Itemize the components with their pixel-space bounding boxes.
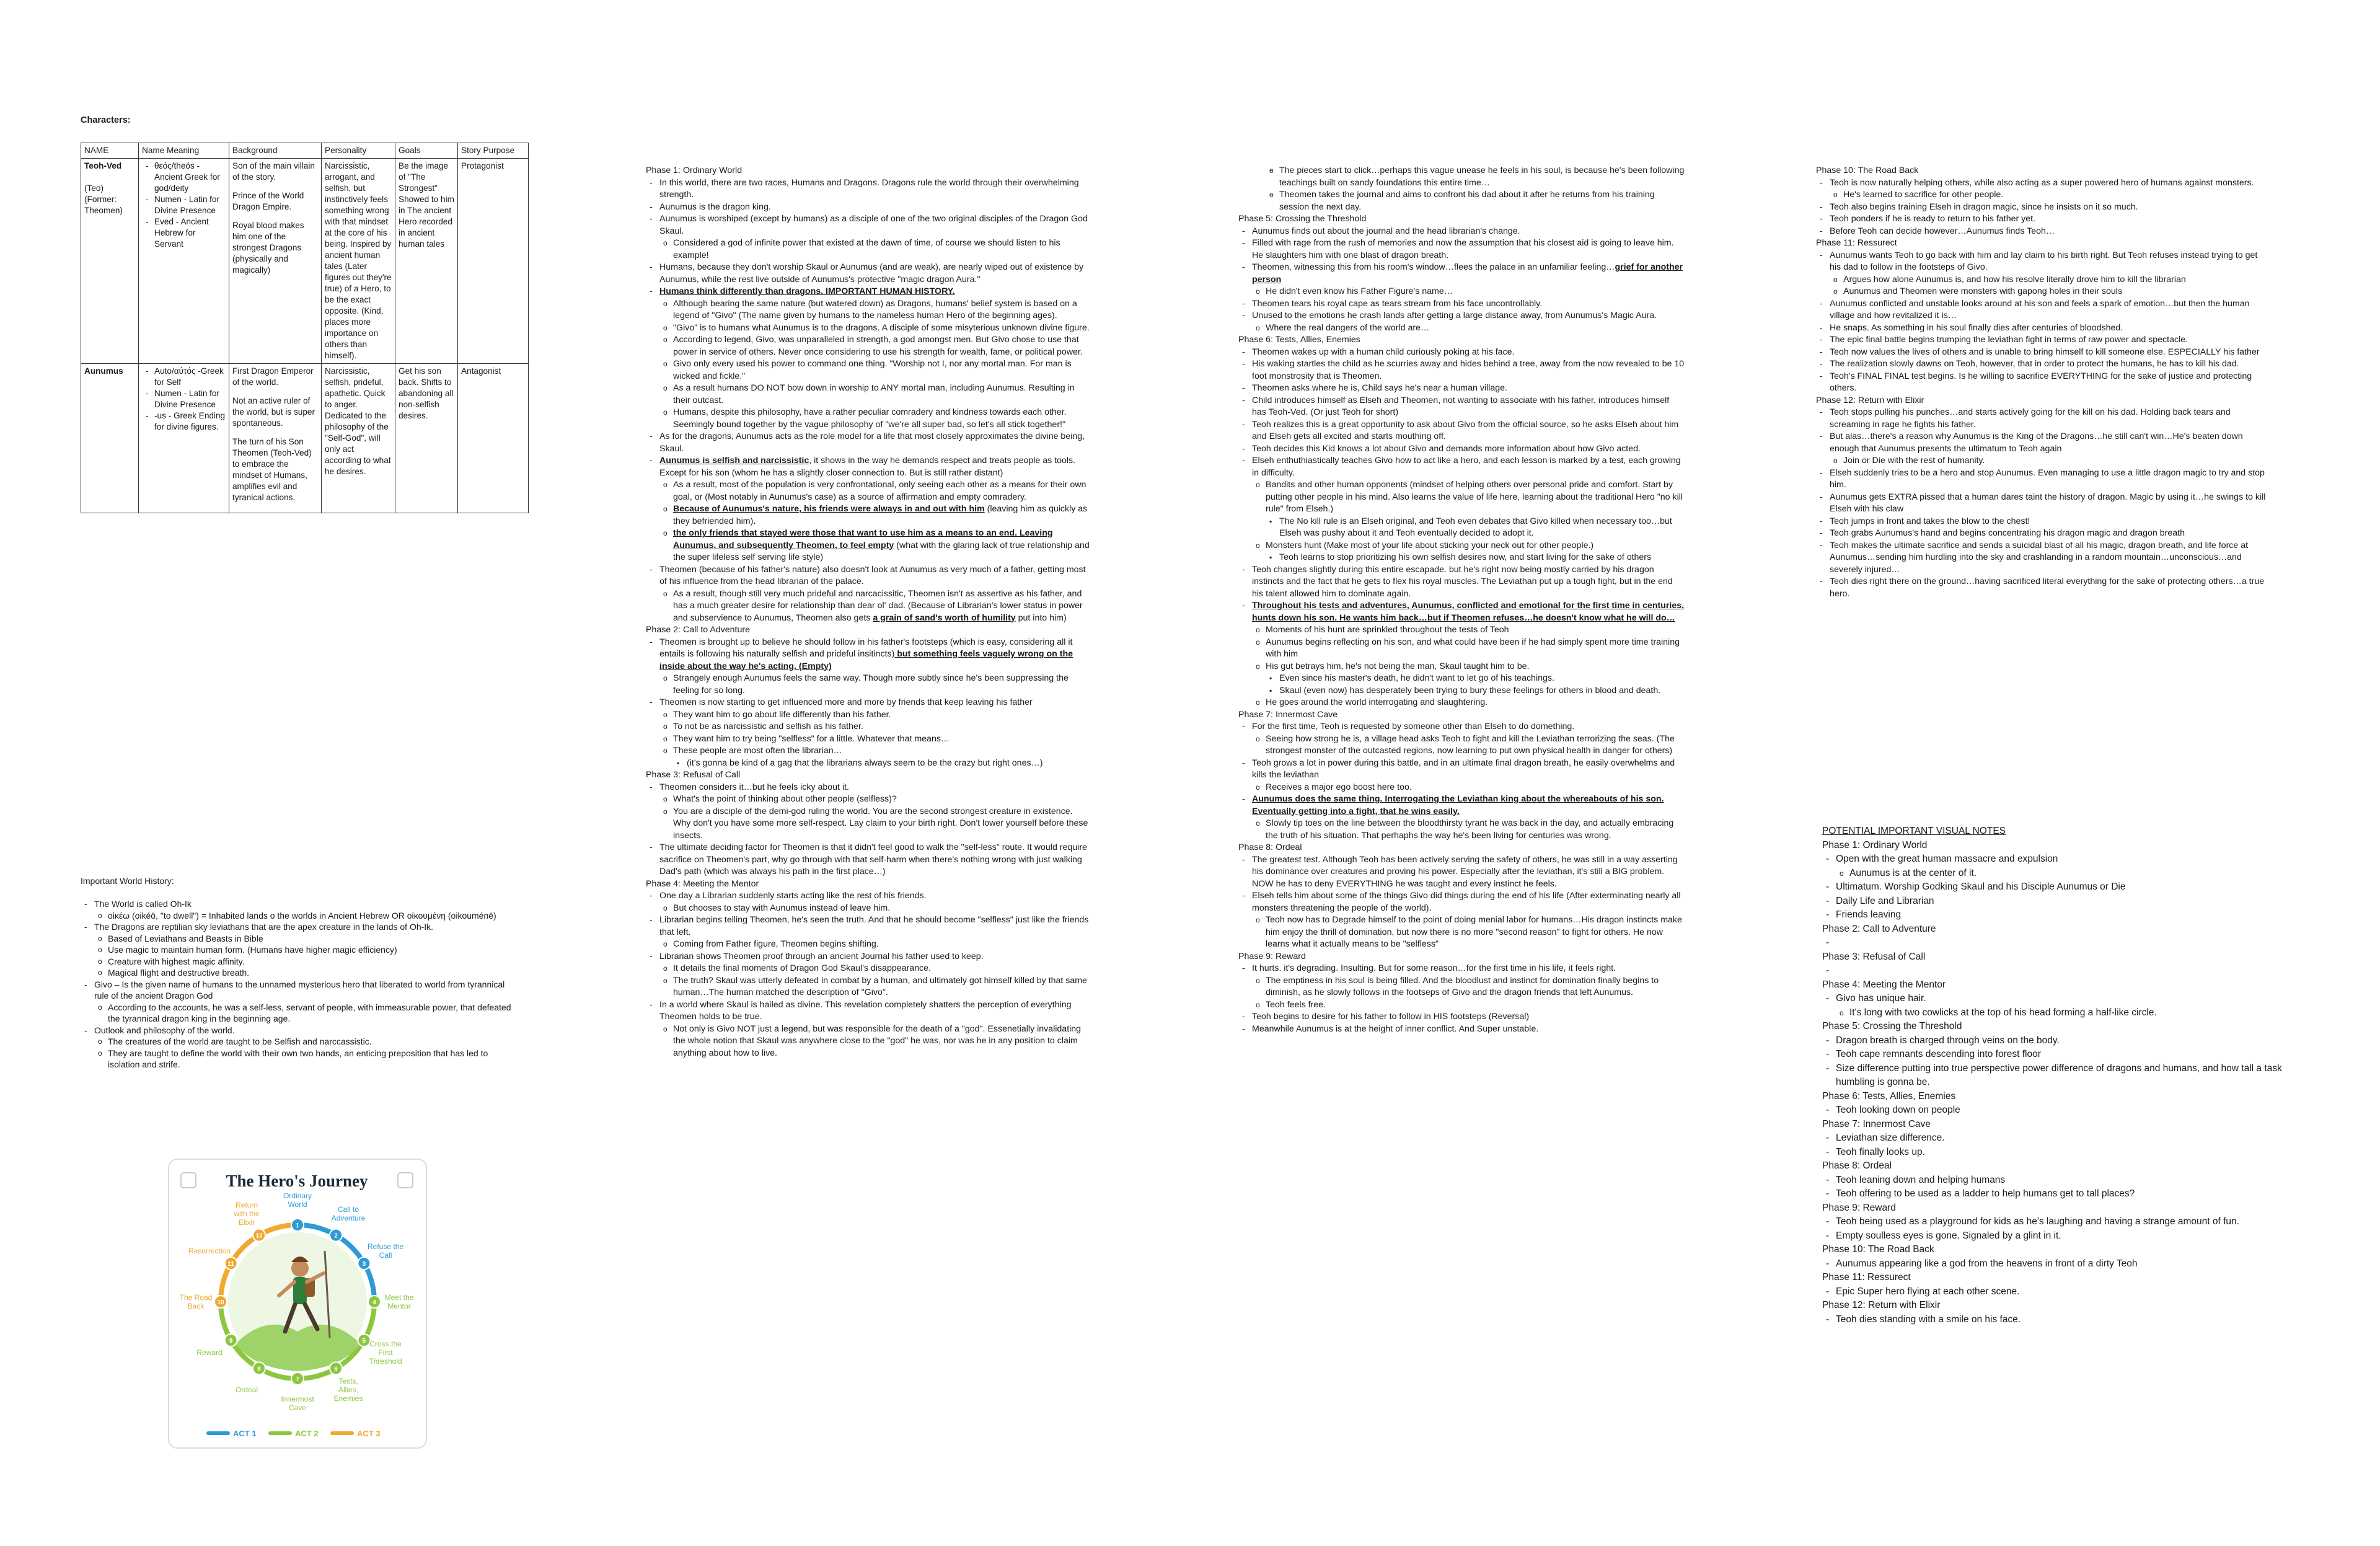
phase-title: Phase 10: The Road Back [1822,1244,1934,1255]
phase-title: Phase 9: Reward [1822,1202,1896,1213]
list-item: - Child introduces himself as Elseh and Theomen, not wanting to associate with his father, introduces himself has Teoh-Ved. (Or just Teoh for short) [1252,395,1685,419]
list-item: o Givo only every used his power to command one thing. "Worship not I, nor any mortal man. For man is wicked and fickle." [673,358,1092,382]
list-item: o Teoh now has to Degrade himself to the point of doing menial labor for humans…His dragon instincts make him enjoy the thrill of domination, but now there is no more "second reason" to fight for others. He now learns what it actually means to be "selfless" [1266,914,1685,951]
header-background: Background [229,143,322,159]
list-item: - Leviathan size difference. [1836,1131,2293,1146]
list-item: - Dragon breath is charged through veins on the body. [1836,1034,2293,1048]
list-item: - In this world, there are two races, Humans and Dragons. Dragons rule the world through their overwhelming strength. [659,177,1092,201]
list-item: o Based of Leviathans and Beasts in Bible [108,933,514,945]
header-personality: Personality [322,143,395,159]
list-item: - Teoh changes slightly during this entire escapade. but he's right now being mostly carried by his dragon instincts and the fact that he gets to flex his royal muscles. The Leviathan put up a tough fight, but in the end his talent allowed him to dominate again. [1252,564,1685,601]
table-row [81,364,529,513]
list-item: - It hurts. it's degrading. Insulting. But for some reason…for the first time in his life, it feels right. o The emptiness in his soul is being filled. And the bloodlust and instinct for domination finally begins to diminish, as he slowly follows in the footseps of Givo and the dragon friends that left Aunumus. o Teoh feels free. [1252,963,1685,1011]
list-item: o Slowly tip toes on the line between the bloodthirsty tyrant he was back in the day, and actually embracing the truth of his situation. That perhaphs the way he's been living for centuries was wrong. [1266,818,1685,842]
stage-number: 11 [227,1261,234,1268]
stage-label: Tests, Allies, Enemies [333,1377,363,1403]
meaning-item: - Auto/αὐτός -Greek for Self [154,366,226,388]
list-item: - Filled with rage from the rush of memories and now the assumption that his closest aid is going to leave him. He slaughters him with one blast of dragon breath. [1252,237,1685,262]
list-item: - Teoh leaning down and helping humans [1836,1173,2293,1188]
stage-number: 6 [334,1366,338,1373]
list-item: - Meanwhile Aunumus is at the height of inner conflict. And Super unstable. [1252,1023,1685,1036]
list-item: - o The pieces start to click…perhaps this vague unease he feels in his soul, is because he's been following teachings built on sandy foundations this entire time… [1279,165,1685,189]
list-item: - Teoh being used as a playground for kids as he's laughing and having a strange amount of fun. [1836,1215,2293,1229]
list-item: - Teoh grows a lot in power during this battle, and in an ultimate final dragon breath, he easily overwhelms and kills the leviathan o Receives a major ego boost here too. [1252,758,1685,794]
phase-title: Phase 4: Meeting the Mentor [1822,979,1946,990]
list-item: - Theomen is now starting to get influenced more and more by friends that keep leaving his father o They want him to go about life differently than his father. o To not be as narcissistic and selfish as his father. o They want him to try being "selfless" for a little. Whatever that means… o These people are most often the librarian… ▪ (it's gonna be kind of a gag that the librarians always seem to be the crazy but right ones…) [659,697,1092,769]
meaning-item: - θεός/theós -Ancient Greek for god/deity [154,161,226,194]
phase-title: Phase 12: Return with Elixir [1822,1300,1941,1310]
list-item: o Join or Die with the rest of humanity. [1843,455,2268,467]
phase-title: Phase 9: Reward [1238,951,1306,961]
stage-label: Innermost Cave [281,1395,314,1412]
list-item: - The epic final battle begins trumping the leviathan fight in terms of raw power and spectacle. [1830,334,2268,347]
character-alias: (Teo) [84,183,104,193]
stage-number: 12 [255,1232,263,1240]
list-item: o His gut betrays him, he's not being the man, Skaul taught him to be. ▪ Even since his master's death, he didn't want to let go of his teachings. ▪ Skaul (even now) has desperately been trying to bury these feelings for others in blood and death. [1266,661,1685,697]
heros-journey-diagram [167,1158,428,1449]
stage-label: Return with the Elixir [234,1200,260,1227]
list-item: - Librarian begins telling Theomen, he's seen the truth. And that he should become "selfless" just like the friends that left. o Coming from Father figure, Theomen begins shifting. [659,914,1092,951]
list-item: - The ultimate deciding factor for Theomen is that it didn't feel good to walk the "self-less" route. It would require sacrifice on Theomen's part, why go through with that self-harm when there's nothing wrong with just walking Dad's path (which was always his path in the first place…) [659,842,1092,878]
list-item: - Unused to the emotions he crash lands after getting a large distance away, from Aunumus's Magic Aura. o Where the real dangers of the world are… [1252,310,1685,334]
list-item: o The creatures of the world are taught to be Selfish and narccassistic. [108,1036,514,1048]
list-item: o Aunumus begins reflecting on his son, and what could have been if he had simply spent more time training with him [1266,637,1685,661]
background-text: The turn of his Son Theomen (Teoh-Ved) to embrace the mindset of Humans, amplifies evil and tyranical actions. [232,437,312,502]
list-item: o Strangely enough Aunumus feels the same way. Though more subtly since he's been suppressing the feeling for so long. [673,673,1092,697]
story-column-2 [646,165,1092,1059]
list-item: - Elseh suddenly tries to be a hero and stop Aunumus. Even managing to use a little dragon magic to try and stop him. [1830,467,2268,492]
list-item: - Aunumus is selfish and narcissistic, it shows in the way he demands respect and treats people as tools. Except for his son (whom he has a slightly closer connection to. But is still rather distant) o As a result, most of the population is very confrontational, only seeing each other as a means for their own goal, or (Most notably in Aunumus's case) as a source of affirmation and empty comradery. o Because of Aunumus's nature, his friends were always in and out with him (leaving him as quickly as they befriended him). o the only friends that stayed were those that want to use him as a means to an end. Leaving Aunumus, and subsequently Theomen, to feel empty (what with the glaring lack of true relationship and the super lifeless self serving life style) [659,455,1092,564]
list-item: o As a result, most of the population is very confrontational, only seeing each other as a means for their own goal, or (Most notably in Aunumus's case) as a source of affirmation and empty comradery. [673,479,1092,503]
header-name-meaning: Name Meaning [139,143,229,159]
list-item: - Teoh finally looks up. [1836,1146,2293,1160]
list-item: - Empty soulless eyes is gone. Signaled by a glint in it. [1836,1229,2293,1243]
cell-personality: Narcissistic, arrogant, and selfish, but instinctively feels something wrong with that mindset at the core of his being. Inspired by ancient human tales (Later figures out they're true) of a Hero, to be the exact opposite. (Kind, places more importance on others than himself). [322,159,395,364]
list-item: - Teoh decides this Kid knows a lot about Givo and demands more information about how Givo acted. [1252,443,1685,456]
story-column-4 [1816,165,2268,600]
list-item: o They are taught to define the world with their own two hands, an enticing preposition that has led to isolation and strife. [108,1048,514,1071]
list-item: - Humans, because they don't worship Skaul or Aunumus (and are weak), are nearly wiped out of existence by Aunumus, while the rest live outside of Aunumus's protective "magic dragon Aura." [659,262,1092,286]
list-item: - Teoh also begins training Elseh in dragon magic, since he insists on it so much. [1830,201,2268,214]
cell-personality: Narcissistic, selfish, prideful, apathetic. Quick to anger. Dedicated to the philosophy of the "Self-God", will only act according to what he desires. [322,364,395,513]
background-text: Son of the main villain of the story. [232,161,315,182]
list-item: - One day a Librarian suddenly starts acting like the rest of his friends. o But chooses to stay with Aunumus instead of leave him. [659,890,1092,914]
legend-act1: ACT 1 [233,1429,257,1438]
list-item: o Not only is Givo NOT just a legend, but was responsible for the death of a "god". Essenetially invalidating the whole notion that Skaul was anywhere close to the "god" he was, nor was he in any position to claim anything about how to live. [673,1023,1092,1060]
phase-title: Phase 10: The Road Back [1816,166,1919,175]
list-item: - Elseh tells him about some of the things Givo did things during the end of his life (After exterminating nearly all monsters threatening the people of the world). o Teoh now has to Degrade himself to the point of doing menial labor for humans…His dragon instincts make him enjoy the thrill of domination, but now there is no more "second reason" to fight for others. He now learns what it actually means to be "selfless" [1252,890,1685,951]
list-item: ▪ Skaul (even now) has desperately been trying to bury these feelings for others in blood and death. [1279,685,1685,697]
stage-number: 4 [372,1299,376,1306]
header-story-purpose: Story Purpose [458,143,529,159]
list-item: - Theomen tears his royal cape as tears stream from his face uncontrollably. [1252,298,1685,311]
cell-story-purpose: Antagonist [458,364,529,513]
meaning-item: - Numen - Latin for Divine Presence [154,388,226,410]
list-item: - As for the dragons, Aunumus acts as the role model for a life that most closely approximates the divine being, Skaul. [659,431,1092,455]
list-item: - Theomen considers it…but he feels icky about it. o What's the point of thinking about other people (selfless)? o You are a disciple of the demi-god ruling the world. You are the second strongest creature in existence. Why don't you have some more self-respect. Lay claim to your birth right. Don't lower yourself before these insects. [659,782,1092,842]
cell-meaning [139,364,229,513]
list-item: - Size difference putting into true perspective power difference of dragons and humans, and how tall a task humbling is gonna be. [1836,1062,2293,1090]
cell-story-purpose: Protagonist [458,159,529,364]
list-item: - Before Teoh can decide however…Aunumus finds Teoh… [1830,226,2268,238]
stage-label: Reward [196,1348,223,1357]
list-item: o the only friends that stayed were those that want to use him as a means to an end. Leaving Aunumus, and subsequently Theomen, to feel empty (what with the glaring lack of true relationship and the super lifeless self serving life style) [673,528,1092,564]
list-item: o Where the real dangers of the world are… [1266,322,1685,335]
list-item: o Aunumus is at the center of it. [1849,867,2293,881]
phase-title: Phase 7: Innermost Cave [1238,709,1338,720]
stage-number: 10 [217,1299,224,1306]
list-item: o Creature with highest magic affinity. [108,956,514,968]
meaning-item: - -us - Greek Ending for divine figures. [154,410,226,433]
cell-name [81,159,139,364]
list-item: - Teoh dies standing with a smile on his face. [1836,1313,2293,1327]
list-item: - Teoh looking down on people [1836,1103,2293,1118]
phase-title: Phase 2: Call to Adventure [1822,923,1936,934]
list-item: - In a world where Skaul is hailed as divine. This revelation completely shatters the perception of everything Theomen holds to be true. o Not only is Givo NOT just a legend, but was responsible for the death of a "god". Essenetially invalidating the whole notion that Skaul was anywhere close to the "god" he was, nor was he in any position to claim anything about how to live. [659,999,1092,1060]
list-item: o Seeing how strong he is, a village head asks Teoh to fight and kill the Leviathan terrorizing the seas. (The strongest monster of the outcasted regions, now learning to put own physical health in danger for others) [1266,733,1685,758]
visual-notes-title: POTENTIAL IMPORTANT VISUAL NOTES [1822,826,2006,836]
list-item: - Open with the great human massacre and expulsion o Aunumus is at the center of it. [1836,852,2293,880]
list-item [1836,964,2293,978]
list-item: o Teoh feels free. [1266,999,1685,1012]
story-column-3 [1238,165,1685,1035]
list-item: - Teoh ponders if he is ready to return to his father yet. [1830,213,2268,226]
list-item: o What's the point of thinking about other people (selfless)? [673,793,1092,806]
list-item: - Teoh dies right there on the ground…having sacrificed literal everything for the sake of protecting others…a true hero. [1830,576,2268,600]
list-item: o As a result humans DO NOT bow down in worship to ANY mortal man, including Aunumus. Resulting in their outcast. [673,382,1092,407]
stage-label: The Road Back [179,1293,213,1310]
phase-title: Phase 7: Innermost Cave [1822,1118,1931,1129]
list-item: - Aunumus wants Teoh to go back with him and lay claim to his birth right. But Teoh refuses instead trying to get his dad to follow in the footsteps of Givo. o Argues how alone Aunumus is, and how his resolve literally drove him to kill the librarian o Aunumus and Theomen were monsters with gapong holes in their souls [1830,250,2268,298]
list-item: - His waking startles the child as he scurries away and hides behind a tree, away from the now revealed to be 10 foot monstrosity that is Theomen. [1252,358,1685,382]
phase-title: Phase 5: Crossing the Threshold [1822,1021,1962,1031]
list-item: o Aunumus and Theomen were monsters with gapong holes in their souls [1843,286,2268,298]
stage-label: Ordinary World [283,1191,312,1209]
list-item: - Theomen asks where he is, Child says he's near a human village. [1252,382,1685,395]
list-item: - The Dragons are reptilian sky leviathans that are the apex creature in the lands of Oh-Ik. o Based of Leviathans and Beasts in Bible o Use magic to maintain human form. (Humans have higher magic efficiency) o Creature with highest magic affinity. o Magical flight and destructive breath. [94,921,514,979]
list-item: - The realization slowly dawns on Teoh, however, that in order to protect the humans, he has to kill his dad. [1830,358,2268,371]
list-item: - The World is called Oh-Ik o οἰκέω (oikéō, "to dwell") = Inhabited lands o the worlds in Ancient Hebrew OR οἰκουμένη (oikouménē) [94,898,514,921]
list-item: ▪ Teoh learns to stop prioritizing his own selfish desires now, and start living for the sake of others [1279,552,1685,564]
list-item: o Coming from Father figure, Theomen begins shifting. [673,939,1092,951]
list-item: o Bandits and other human opponents (mindset of helping others over personal pride and comfort. Start by putting other people in his mind. Also learns the value of life here, learning about the traditional Hero "no kill rule" from Elseh.) ▪ The No kill rule is an Elseh original, and Teoh even debates that Givo killed when necessary too…but Elseh was pushy about it and Teoh eventually decided to adopt it. [1266,479,1685,540]
list-item: o He's learned to sacrifice for other people. [1843,189,2268,201]
stage-label: Call to Adventure [331,1204,366,1222]
cell-name [81,364,139,513]
stage-number: 1 [296,1222,299,1229]
legend-act3: ACT 3 [357,1429,381,1438]
list-item: - Librarian shows Theomen proof through an ancient Journal his father used to keep. o It details the final moments of Dragon God Skaul's disappearance. o The truth? Skaul was utterly defeated in combat by a human, and ultimately got himself killed by that same human…The human matched the description of "Givo". [659,951,1092,999]
list-item: - Theomen is brought up to believe he should follow in his father's footsteps (which is easy, considering all it entails is following his naturally selfish and prideful insitincts) but something feels vaguely wrong on the inside about the way he's acting. (Empty) o Strangely enough Aunumus feels the same way. Though more subtly since he's been suppressing the feeling for so long. [659,637,1092,697]
characters-table [81,143,529,513]
background-text: First Dragon Emperor of the world. [232,366,314,387]
phase-title: Phase 3: Refusal of Call [646,770,741,780]
character-name: Teoh-Ved [84,161,122,170]
list-item: o As a result, though still very much prideful and narcacissitic, Theomen isn't as assertive as his father, and has a much greater desire for relationship than dear ol' dad. (Because of Librarian's lower status in power and subservience to Aunumus, Theomen also gets a grain of sand's worth of humility put into him) [673,588,1092,625]
list-item: o He goes around the world interrogating and slaughtering. [1266,697,1685,709]
list-item: - Aunumus is the dragon king. [659,201,1092,214]
table-row [81,159,529,364]
list-item: - Aunumus does the same thing. Interrogating the Leviathan king about the whereabouts of his son. Eventually getting into a fight, that he wins easily. o Slowly tip toes on the line between the bloodthirsty tyrant he was back in the day, and actually embracing the truth of his situation. That perhaphs the way he's been living for centuries was wrong. [1252,793,1685,842]
stage-label: Ordeal [235,1385,258,1395]
list-item: - The greatest test. Although Teoh has been actively serving the safety of others, he was still in a way asserting his dominance over creatures and proving his power. Especially after the leviathan, it's still a BIG problem. NOW he has to deny EVERYTHING he was taught and every instinct he feels. [1252,854,1685,891]
list-item: o He didn't even know his Father Figure's name… [1266,286,1685,298]
list-item: - Aunumus appearing like a god from the heavens in front of a dirty Teoh [1836,1257,2293,1271]
character-former-name: (Former: Theomen) [84,195,123,215]
stage-label: Cross the First Threshold [369,1340,402,1366]
stage-number: 5 [362,1338,366,1345]
list-item: - Teoh grabs Aunumus's hand and begins concentrating his dragon magic and dragon breath [1830,528,2268,540]
list-item: - For the first time, Teoh is requested by someone other than Elseh to do domething. o Seeing how strong he is, a village head asks Teoh to fight and kill the Leviathan terrorizing the seas. (The strongest monster of the outcasted regions, now learning to put own physical health in danger for others) [1252,721,1685,758]
list-item: - Elseh enthuthiastically teaches Givo how to act like a hero, and each lesson is marked by a test, each growing in difficulty. o Bandits and other human opponents (mindset of helping others over personal pride and comfort. Start by putting other people in his mind. Also learns the value of life here, learning about the traditional Hero "no kill rule" from Elseh.) ▪ The No kill rule is an Elseh original, and Teoh even debates that Givo killed when necessary too…but Elseh was pushy about it and Teoh eventually decided to adopt it. o Monsters hunt (Make most of your life about sticking your neck out for other people.) ▪ Teoh learns to stop prioritizing his own selfish desires now, and start living for the sake of others [1252,455,1685,564]
list-item: - Throughout his tests and adventures, Aunumus, conflicted and emotional for the first time in centuries, hunts down his son. He wants him back…but if Theomen refuses…he doesn't know what he will do… o Moments of his hunt are sprinkled throughout the tests of Teoh o Aunumus begins reflecting on his son, and what could have been if he had simply spent more time training with him o His gut betrays him, he's not being the man, Skaul taught him to be. ▪ Even since his master's death, he didn't want to let go of his teachings. ▪ Skaul (even now) has desperately been trying to bury these feelings for others in blood and death. o He goes around the world interrogating and slaughtering. [1252,600,1685,709]
world-history-section [81,875,514,1071]
list-item: o The truth? Skaul was utterly defeated in combat by a human, and ultimately got himself killed by that same human…The human matched the description of "Givo". [673,975,1092,999]
stage-number: 3 [362,1261,366,1268]
list-item: - Teoh is now naturally helping others, while also acting as a super powered hero of humans against monsters. o He's learned to sacrifice for other people. [1830,177,2268,201]
phase-title: Phase 12: Return with Elixir [1816,395,1924,405]
phase-title: Phase 2: Call to Adventure [646,625,750,635]
list-item: - Aunumus conflicted and unstable looks around at his son and feels a spark of emotion…but then the human village and how revitalized it is… [1830,298,2268,322]
list-item: o To not be as narcissistic and selfish as his father. [673,721,1092,733]
phase-title: Phase 3: Refusal of Call [1822,951,1926,962]
list-item: ▪ The No kill rule is an Elseh original, and Teoh even debates that Givo killed when necessary too…but Elseh was pushy about it and Teoh eventually decided to adopt it. [1279,516,1685,540]
list-item: - Ultimatum. Worship Godking Skaul and his Disciple Aunumus or Die [1836,880,2293,894]
stage-label: Refuse the Call [368,1242,404,1260]
phase-title: Phase 6: Tests, Allies, Enemies [1238,335,1360,345]
stage-number: 2 [334,1232,338,1240]
background-text: Royal blood makes him one of the strongest Dragons (physically and magically) [232,221,304,275]
list-item: - Teoh's FINAL FINAL test begins. Is he willing to sacrifice EVERYTHING for the sake of justice and protecting others. [1830,371,2268,395]
list-item: o "Givo" is to humans what Aunumus is to the dragons. A disciple of some misyterious unknown divine figure. [673,322,1092,335]
background-text: Not an active ruler of the world, but is super spontaneous. [232,396,315,428]
characters-title: Characters: [81,115,131,125]
list-item: - Epic Super hero flying at each other scene. [1836,1285,2293,1299]
list-item: ▪ Even since his master's death, he didn't want to let go of his teachings. [1279,673,1685,685]
character-name: Aunumus [84,366,123,376]
list-item: - Aunumus finds out about the journal and the head librarian's change. [1252,226,1685,238]
visual-notes-section [1822,824,2293,1327]
list-item: o These people are most often the librarian… ▪ (it's gonna be kind of a gag that the librarians always seem to be the crazy but right ones…) [673,745,1092,769]
list-item: o Moments of his hunt are sprinkled throughout the tests of Teoh [1266,624,1685,637]
list-item: - Theomen wakes up with a human child curiously poking at his face. [1252,347,1685,359]
list-item: o οἰκέω (oikéō, "to dwell") = Inhabited lands o the worlds in Ancient Hebrew OR οἰκουμένη (oikouménē) [108,910,514,922]
list-item: - Givo – Is the given name of humans to the unnamed mysterious hero that liberated to world from tyrannical rule of the ancient Dragon God o According to the accounts, he was a self-less, servant of people, with immeasurable power, that defeated the tyrannical dragon king in the beginning age. [94,979,514,1025]
phase-title: Phase 5: Crossing the Threshold [1238,214,1367,224]
list-item: - Teoh cape remnants descending into forest floor [1836,1048,2293,1062]
list-item: - Aunumus gets EXTRA pissed that a human dares taint the history of dragon. Magic by using it…he swings to kill Elseh with his claw [1830,492,2268,516]
list-item: o Considered a god of infinite power that existed at the dawn of time, of course we should listen to his example! [673,237,1092,262]
list-item: o Monsters hunt (Make most of your life about sticking your neck out for other people.) ▪ Teoh learns to stop prioritizing his own selfish desires now, and start living for the sake of others [1266,540,1685,564]
list-item: o Argues how alone Aunumus is, and how his resolve literally drove him to kill the librarian [1843,274,2268,286]
list-item: - Teoh stops pulling his punches…and starts actively going for the kill on his dad. Holding back tears and screaming in rage he fights his father. [1830,407,2268,431]
phase-title: Phase 11: Ressurect [1816,238,1897,248]
phase-title: Phase 4: Meeting the Mentor [646,878,759,889]
table-header-row [81,143,529,159]
cell-background [229,159,322,364]
list-item: ▪ (it's gonna be kind of a gag that the librarians always seem to be the crazy but right ones…) [687,758,1092,770]
cell-goals: Get his son back. Shifts to abandoning all non-selfish desires. [395,364,458,513]
phase-title: Phase 11: Ressurect [1822,1272,1911,1283]
legend-act2: ACT 2 [295,1429,319,1438]
stage-label: Resurrection [188,1247,231,1255]
list-item: o Use magic to maintain human form. (Humans have higher magic efficiency) [108,944,514,956]
list-item: - But alas…there's a reason why Aunumus is the King of the Dragons…he still can't win…He's beaten down enough that Aunumus presents the ultimatum to Teoh again o Join or Die with the rest of humanity. [1830,431,2268,467]
stage-number: 8 [257,1366,261,1373]
meaning-item: - Numen - Latin for Divine Presence [154,194,226,216]
list-item: o They want him to try being "selfless" for a little. Whatever that means… [673,733,1092,746]
world-history-title: Important World History: [81,876,174,886]
phase-title: Phase 8: Ordeal [1238,842,1302,852]
list-item: o According to the accounts, he was a self-less, servant of people, with immeasurable power, that defeated the tyrannical dragon king in the beginning age. [108,1002,514,1025]
list-item: o It details the final moments of Dragon God Skaul's disappearance. [673,963,1092,975]
list-item: - Teoh offering to be used as a ladder to help humans get to tall places? [1836,1187,2293,1201]
list-item: o Because of Aunumus's nature, his friends were always in and out with him (leaving him as quickly as they befriended him). [673,503,1092,528]
cell-goals: Be the image of "The Strongest" Showed to him in The ancient Hero recorded in ancient human tales [395,159,458,364]
stage-label: Meet the Mentor [384,1293,414,1310]
list-item: o Although bearing the same nature (but watered down) as Dragons, humans' belief system is based on a legend of "Givo" (The name given by humans to the nameless human Hero of the beginning ages). [673,298,1092,322]
list-item: o It's long with two cowlicks at the top of his head forming a half-like circle. [1849,1006,2293,1020]
list-item: o You are a disciple of the demi-god ruling the world. You are the second strongest creature in existence. Why don't you have some more self-respect. Lay claim to your birth right. Don't lower yourself before these insects. [673,806,1092,842]
cell-meaning [139,159,229,364]
background-text: Prince of the World Dragon Empire. [232,191,304,211]
list-item: o Magical flight and destructive breath. [108,967,514,979]
list-item: - Teoh jumps in front and takes the blow to the chest! [1830,516,2268,528]
list-item: - Humans think differently than dragons. IMPORTANT HUMAN HISTORY. o Although bearing the same nature (but watered down) as Dragons, humans' belief system is based on a legend of "Givo" (The name given by humans to the nameless human Hero of the beginning ages). o "Givo" is to humans what Aunumus is to the dragons. A disciple of some misyterious unknown divine figure. o According to legend, Givo, was unparalleled in strength, a god amongst men. But Givo chose to use that power in service of others. Never once considering to use his strength for wealth, fame, or political power. o Givo only every used his power to command one thing. "Worship not I, nor any mortal man. For man is wicked and fickle." o As a result humans DO NOT bow down in worship to ANY mortal man, including Aunumus. Resulting in their outcast. o Humans, despite this philosophy, have a rather peculiar comradery and kindness towards each other. Seemingly bound together by the vague philosophy of "we're all super bad, so let's all stick together!" [659,286,1092,431]
list-item [1836,936,2293,950]
phase-title: Phase 8: Ordeal [1822,1160,1892,1171]
diagram-title: The Hero's Journey [226,1172,368,1190]
list-item: - Daily Life and Librarian [1836,894,2293,909]
list-item: - Outlook and philosophy of the world. o The creatures of the world are taught to be Selfish and narccassistic. o They are taught to define the world with their own two hands, an enticing preposition that has led to isolation and strife. [94,1025,514,1071]
list-item: - Theomen (because of his father's nature) also doesn't look at Aunumus as very much of a father, getting most of his influence from the head librarian of the palace. o As a result, though still very much prideful and narcacissitic, Theomen isn't as assertive as his father, and has a much greater desire for relationship than dear ol' dad. (Because of Librarian's lower status in power and subservience to Aunumus, Theomen also gets a grain of sand's worth of humility put into him) [659,564,1092,625]
list-item: - Aunumus is worshiped (except by humans) as a disciple of one of the two original disciples of the Dragon God Skaul. o Considered a god of infinite power that existed at the dawn of time, of course we should listen to his example! [659,213,1092,262]
phase-title: Phase 6: Tests, Allies, Enemies [1822,1090,1956,1102]
cell-background [229,364,322,513]
list-item: - Teoh realizes this is a great opportunity to ask about Givo from the official source, so he asks Elseh about him and Elseh gets all excited and starts mouthing off. [1252,419,1685,443]
list-item: - Friends leaving [1836,908,2293,922]
list-item: o Humans, despite this philosophy, have a rather peculiar comradery and kindness towards each other. Seemingly bound together by the vague philosophy of "we're all super bad, so let's all stick together!" [673,407,1092,431]
list-item: - Teoh now values the lives of others and is unable to bring himself to kill someone else. ESPECIALLY his father [1830,347,2268,359]
list-item: - Teoh begins to desire for his father to follow in HIS footsteps (Reversal) [1252,1011,1685,1023]
meaning-item: - Eved - Ancient Hebrew for Servant [154,216,226,250]
list-item: - He snaps. As something in his soul finally dies after centuries of bloodshed. [1830,322,2268,335]
list-item: o The emptiness in his soul is being filled. And the bloodlust and instinct for domination finally begins to diminish, as he slowly follows in the footseps of Givo and the dragon friends that left Aunumus. [1266,975,1685,999]
list-item: - Teoh makes the ultimate sacrifice and sends a suicidal blast of all his magic, dragon breath, and life force at Aunumus…sending him hurdling into the sky and crashlanding in a random mountain…unconscious…and severely injured… [1830,540,2268,576]
list-item: - Givo has unique hair. o It's long with two cowlicks at the top of his head forming a half-like circle. [1836,992,2293,1020]
stage-number: 7 [296,1376,299,1383]
header-name: NAME [81,143,139,159]
phase-title: Phase 1: Ordinary World [646,166,743,175]
list-item: - o Theomen takes the journal and aims to confront his dad about it after he returns from his training session the next day. [1279,189,1685,213]
header-goals: Goals [395,143,458,159]
phase-title: Phase 1: Ordinary World [1822,839,1928,850]
list-item: o Receives a major ego boost here too. [1266,782,1685,794]
list-item: - Theomen, witnessing this from his room's window…flees the palace in an unfamiliar feeling…grief for another person o He didn't even know his Father Figure's name… [1252,262,1685,298]
list-item: o According to legend, Givo, was unparalleled in strength, a god amongst men. But Givo chose to use that power in service of others. Never once considering to use his strength for wealth, fame, or political power. [673,334,1092,358]
stage-number: 9 [229,1338,233,1345]
list-item: o They want him to go about life differently than his father. [673,709,1092,722]
list-item: o But chooses to stay with Aunumus instead of leave him. [673,903,1092,915]
